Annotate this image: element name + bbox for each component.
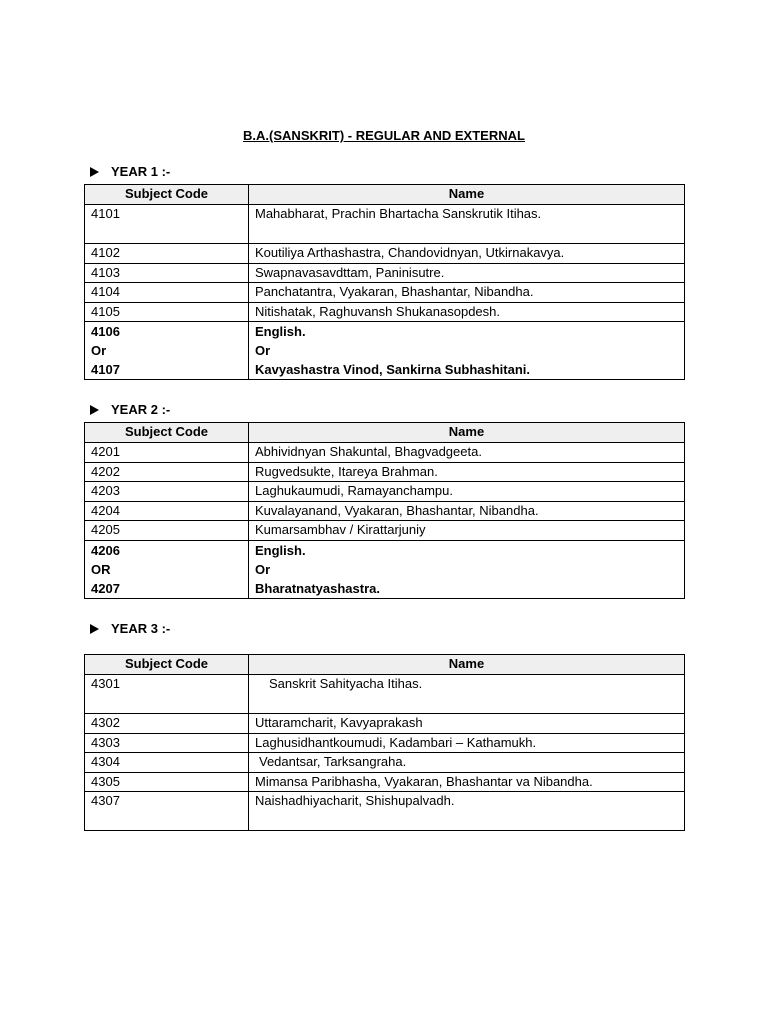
table-header-row <box>85 423 685 443</box>
name-header: Name <box>249 423 685 443</box>
choice-code-separator: OR <box>91 561 111 577</box>
choice-code-a: 4106 <box>91 324 120 339</box>
choice-name-a: English. <box>255 542 306 558</box>
subject-code: 4307 <box>85 792 249 831</box>
subject-name: Kuvalayanand, Vyakaran, Bhashantar, Nibandha. <box>249 501 685 521</box>
year-2-heading <box>90 402 170 417</box>
arrow-bullet-icon <box>90 624 99 634</box>
table-row <box>85 462 685 482</box>
choice-name-b: Kavyashastra Vinod, Sankirna Subhashitani. <box>255 362 531 377</box>
table-row <box>85 302 685 322</box>
table-row <box>85 753 685 773</box>
year-1-heading <box>90 164 170 179</box>
subject-code: 4205 <box>85 521 249 541</box>
subject-name: Laghusidhantkoumudi, Kadambari – Kathamukh. <box>249 733 685 753</box>
subject-code: 4302 <box>85 714 249 734</box>
subject-name-choice <box>249 540 685 598</box>
choice-name-separator: Or <box>255 343 271 358</box>
subject-name-choice <box>249 322 685 380</box>
table-row <box>85 521 685 541</box>
subject-code: 4203 <box>85 482 249 502</box>
choice-name-b: Bharatnatyashastra. <box>255 580 380 596</box>
table-row <box>85 205 685 244</box>
subject-name: Koutiliya Arthashastra, Chandovidnyan, Utkirnakavya. <box>249 244 685 264</box>
table-row <box>85 714 685 734</box>
subject-code-choice <box>85 540 249 598</box>
subject-name: Swapnavasavdttam, Paninisutre. <box>249 263 685 283</box>
year-2-table <box>84 422 685 599</box>
table-row-choice <box>85 540 685 598</box>
subject-code: 4303 <box>85 733 249 753</box>
table-row-choice <box>85 322 685 380</box>
subject-code: 4103 <box>85 263 249 283</box>
subject-name: Sanskrit Sahityacha Itihas. <box>249 675 685 714</box>
subject-name: Mahabharat, Prachin Bhartacha Sanskrutik Itihas. <box>249 205 685 244</box>
subject-code: 4204 <box>85 501 249 521</box>
year-3-heading <box>90 621 170 636</box>
table-row <box>85 482 685 502</box>
subject-code-header: Subject Code <box>85 655 249 675</box>
year-1-label: YEAR 1 :- <box>111 164 171 179</box>
subject-code: 4304 <box>85 753 249 773</box>
subject-code-header: Subject Code <box>85 185 249 205</box>
table-row <box>85 443 685 463</box>
subject-name: Nitishatak, Raghuvansh Shukanasopdesh. <box>249 302 685 322</box>
document-title: B.A.(SANSKRIT) - REGULAR AND EXTERNAL <box>243 128 525 143</box>
table-row <box>85 283 685 303</box>
subject-name: Kumarsambhav / Kirattarjuniy <box>249 521 685 541</box>
subject-name: Abhividnyan Shakuntal, Bhagvadgeeta. <box>249 443 685 463</box>
subject-code: 4202 <box>85 462 249 482</box>
arrow-bullet-icon <box>90 405 99 415</box>
subject-code: 4101 <box>85 205 249 244</box>
arrow-bullet-icon <box>90 167 99 177</box>
table-row <box>85 501 685 521</box>
choice-name-a: English. <box>255 324 306 339</box>
subject-code: 4201 <box>85 443 249 463</box>
name-header: Name <box>249 655 685 675</box>
subject-code-choice <box>85 322 249 380</box>
subject-name: Laghukaumudi, Ramayanchampu. <box>249 482 685 502</box>
subject-name: Mimansa Paribhasha, Vyakaran, Bhashantar va Nibandha. <box>249 772 685 792</box>
table-row <box>85 244 685 264</box>
subject-code: 4305 <box>85 772 249 792</box>
subject-code: 4104 <box>85 283 249 303</box>
year-3-label: YEAR 3 :- <box>111 621 171 636</box>
name-header: Name <box>249 185 685 205</box>
year-1-table <box>84 184 685 380</box>
table-header-row <box>85 185 685 205</box>
choice-code-b: 4107 <box>91 362 120 377</box>
subject-code: 4301 <box>85 675 249 714</box>
year-3-table <box>84 654 685 831</box>
table-row <box>85 792 685 831</box>
subject-name: Rugvedsukte, Itareya Brahman. <box>249 462 685 482</box>
subject-name: Uttaramcharit, Kavyaprakash <box>249 714 685 734</box>
subject-name: Panchatantra, Vyakaran, Bhashantar, Nibandha. <box>249 283 685 303</box>
subject-code: 4102 <box>85 244 249 264</box>
choice-code-b: 4207 <box>91 580 120 596</box>
choice-code-separator: Or <box>91 343 107 358</box>
table-row <box>85 263 685 283</box>
table-header-row <box>85 655 685 675</box>
choice-code-a: 4206 <box>91 542 120 558</box>
table-row <box>85 772 685 792</box>
table-row <box>85 733 685 753</box>
choice-name-separator: Or <box>255 561 271 577</box>
subject-code-header: Subject Code <box>85 423 249 443</box>
subject-name: Vedantsar, Tarksangraha. <box>249 753 685 773</box>
subject-name: Naishadhiyacharit, Shishupalvadh. <box>249 792 685 831</box>
year-2-label: YEAR 2 :- <box>111 402 171 417</box>
table-row <box>85 675 685 714</box>
subject-code: 4105 <box>85 302 249 322</box>
